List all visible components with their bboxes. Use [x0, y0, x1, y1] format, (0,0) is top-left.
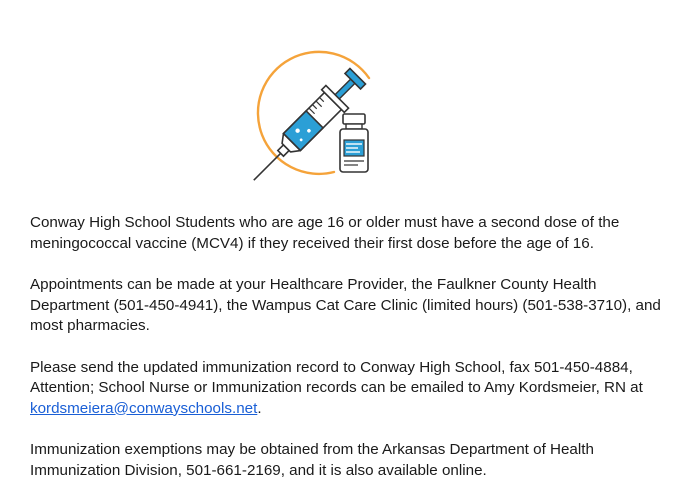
vial-icon — [340, 114, 368, 172]
paragraph-exemptions: Immunization exemptions may be obtained from the Arkansas Department of Health Immunization Division, 501-661-2169, and it is also available online. — [30, 441, 594, 479]
message-body — [30, 213, 680, 502]
vaccine-illustration — [246, 40, 386, 190]
send-record-text: Please send the updated immunization record to Conway High School, fax 501-450-4884, Attention; School Nurse or Immunization records can be emailed to Amy Kordsmeier, RN at — [30, 358, 643, 396]
paragraph-age-requirement: Conway High School Students who are age 16 or older must have a second dose of the meningococcal vaccine (MCV4) if they received their first dose before the age of 16. — [30, 214, 620, 252]
send-record-end: . — [257, 399, 262, 417]
paragraph-send-record — [30, 358, 680, 420]
email-link[interactable]: kordsmeiera@conwayschools.net — [30, 399, 258, 417]
syringe-vial-icon — [246, 40, 386, 190]
paragraph-appointments: Appointments can be made at your Healthcare Provider, the Faulkner County Health Department (501-450-4941), the Wampus Cat Care Clinic (limited hours) (501-538-3710), and most pharmacies. — [30, 276, 661, 334]
